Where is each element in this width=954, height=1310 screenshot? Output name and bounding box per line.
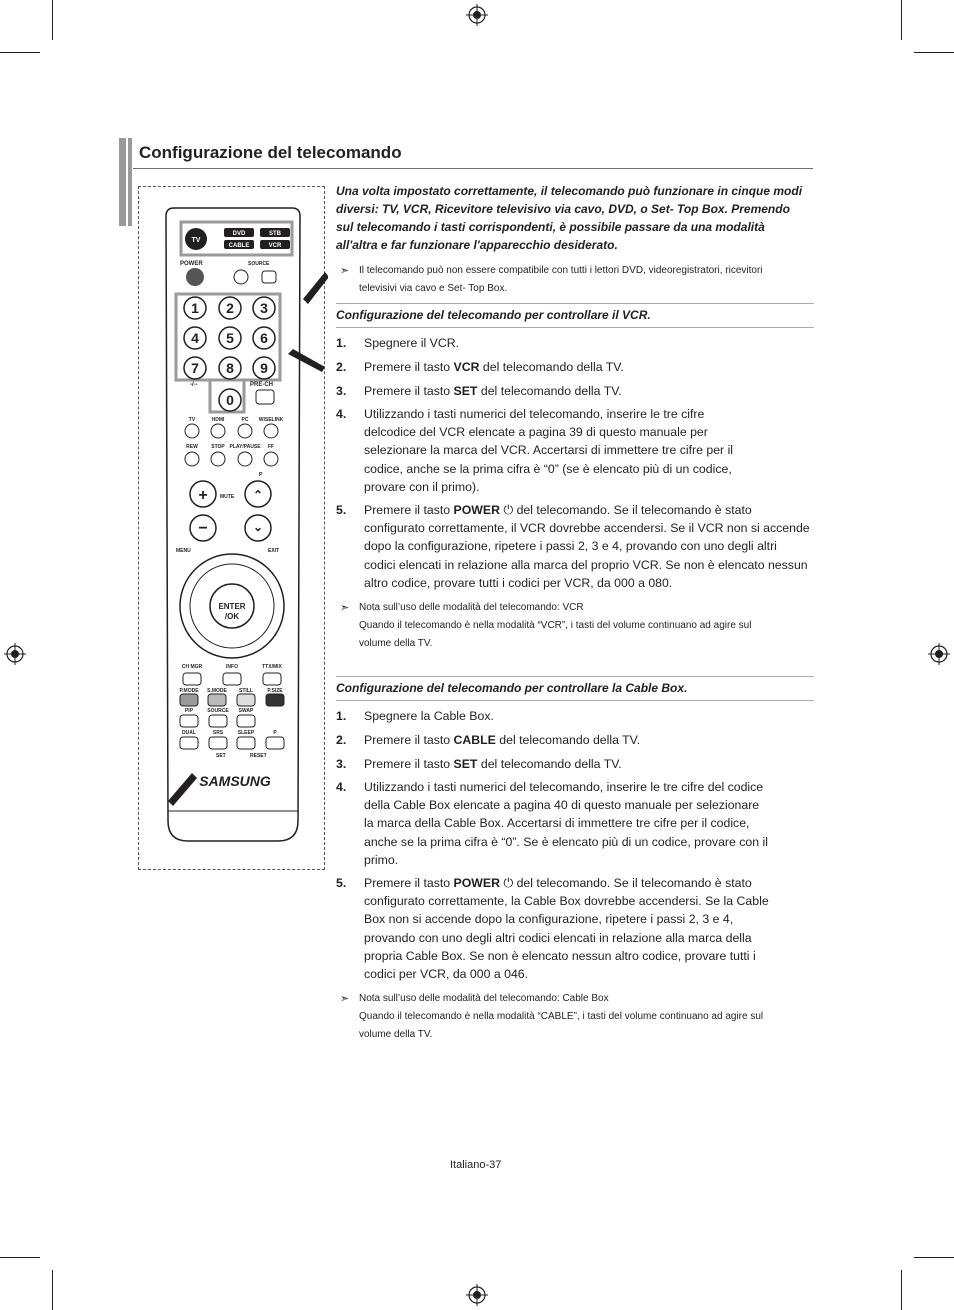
remote-button [185, 452, 199, 466]
dash-label: -/-- [190, 382, 198, 388]
crop-mark [0, 52, 40, 53]
vcr-heading: Configurazione del telecomando per controllare il VCR. [336, 308, 651, 322]
intro-text: Una volta impostato correttamente, il telecomando può funzionare in cinque modi diversi: TV, VCR, Ricevitore televisivo via cavo, DVD, o Set- Top Box. Premendo sul telecomando i tasti corrispondenti, è possibile passare da una modalità all'altra e far funzionare l'apparecchio desiderato. [336, 184, 803, 252]
digit-label: 4 [191, 330, 199, 346]
remote-button [237, 694, 255, 706]
reset-label: RESET [250, 753, 267, 759]
step-number: 1. [336, 709, 347, 723]
power-label: POWER [180, 261, 203, 267]
digit-label: 8 [226, 360, 234, 376]
remote-button-label: CH MGR [181, 664, 203, 670]
digit-label: 6 [260, 330, 268, 346]
digit-label: 3 [260, 300, 268, 316]
digit-label: 0 [226, 392, 234, 408]
section-rule [336, 303, 814, 304]
step-text: Premere il tasto CABLE del telecomando della TV. [364, 733, 641, 747]
step-text: Premere il tasto SET del telecomando della TV. [364, 757, 622, 771]
mute-label: MUTE [220, 494, 235, 500]
remote-button [208, 694, 226, 706]
registration-mark-icon [466, 1284, 488, 1306]
volume-down-icon: − [198, 520, 208, 537]
remote-button-label: SOURCE [207, 708, 229, 714]
remote-button-label: TTX/MIX [262, 664, 282, 670]
remote-button-label: DUAL [182, 730, 196, 736]
step-text: Premere il tasto SET del telecomando della TV. [364, 384, 622, 398]
power-icon: ⏻ [500, 503, 514, 517]
digit-label: 1 [191, 300, 199, 316]
section-bar-inner [128, 138, 132, 226]
digit-label: 5 [226, 330, 234, 346]
step-number: 5. [336, 503, 347, 517]
step-text: Premere il tasto POWER ⏻ del telecomando. Se il telecomando è stato configurato correttamente, il VCR dovrebbe accendersi. Se il VCR non si accende dopo la configurazione, ripetere i passi 2, 3 e 4, provando con uno degli altri codici elencati in relazione alla marca del proprio VCR. Se non è elencato nessun altro codice, provare tutti i codici per VCR, da 000 a 080. [364, 503, 810, 590]
crop-mark [0, 1257, 40, 1258]
registration-mark-icon [4, 643, 26, 665]
crop-mark [901, 0, 902, 40]
page-number: Italiano-37 [450, 1159, 502, 1171]
remote-button [211, 452, 225, 466]
registration-mark-icon [928, 643, 950, 665]
remote-button-label: WISELINK [258, 417, 284, 423]
dvd-mode-label: DVD [232, 231, 246, 237]
step-text: Premere il tasto POWER ⏻ del telecomando. Se il telecomando è stato configurato correttamente, la Cable Box dovrebbe accendersi. Se la Cable Box non si accende dopo la configurazione, ripetere i passi 2, 3 e 4, provando con uno degli altri codici elencati in relazione alla marca della propria Cable Box. Se non è elencato nessun altro codice, provare tutti i codici per VCR, da 000 a 046. [364, 876, 769, 982]
note-arrow-icon: ➣ [340, 993, 350, 1005]
remote-button-label: PC [241, 417, 249, 423]
remote-button [264, 452, 278, 466]
exit-label: EXIT [268, 548, 280, 554]
crop-mark [914, 1257, 954, 1258]
remote-button-label: INFO [226, 664, 238, 670]
remote-button-label: PLAY/PAUSE [229, 444, 261, 450]
stb-mode-label: STB [269, 231, 281, 237]
remote-button [211, 424, 225, 438]
step-number: 2. [336, 733, 347, 747]
crop-mark [52, 1270, 53, 1310]
section-rule [336, 327, 814, 328]
step-number: 3. [336, 757, 347, 771]
step-text: Spegnere il VCR. [364, 336, 460, 350]
step-text: Utilizzando i tasti numerici del telecomando, inserire le tre cifre delcodice del VCR elencate a pagina 39 di questo manuale per selezionare la marca del VCR. Accertarsi di immettere tre cifre per il codice, anche se la prima cifra è “0” (se è elencato più di un codice, provare con il primo). [364, 407, 734, 494]
note-arrow-icon: ➣ [340, 602, 350, 614]
step-number: 3. [336, 384, 347, 398]
crop-mark [901, 1270, 902, 1310]
crop-mark [914, 52, 954, 53]
remote-button-label: SRS [212, 730, 224, 736]
remote-button [264, 424, 278, 438]
remote-button [180, 715, 198, 727]
tv-mode-label: TV [191, 237, 201, 244]
digit-label: 7 [191, 360, 199, 376]
power-icon: ⏻ [500, 876, 514, 890]
title-rule [133, 168, 813, 169]
remote-button [237, 737, 255, 749]
power-icon [186, 268, 204, 286]
remote-button [183, 673, 201, 685]
remote-button [180, 694, 198, 706]
step-text: Spegnere la Cable Box. [364, 709, 494, 723]
key-name: SET [453, 384, 478, 398]
remote-button-label: P [273, 730, 277, 736]
page-title: Configurazione del telecomando [139, 143, 402, 162]
digit-label: 2 [226, 300, 234, 316]
remote-button-label: P.SIZE [267, 688, 283, 694]
remote-button-label: PIP [184, 708, 194, 714]
remote-button [238, 424, 252, 438]
set-label: SET [216, 753, 226, 759]
step-number: 4. [336, 407, 347, 421]
ok-label: /OK [224, 612, 240, 621]
remote-button [180, 737, 198, 749]
key-name: VCR [453, 360, 480, 374]
step-text: Utilizzando i tasti numerici del telecomando, inserire le tre cifre del codice della Cable Box elencate a pagina 40 di questo manuale per selezionare la marca della Cable Box. Accertarsi di immettere tre cifre per il codice, anche se la prima cifra è “0”. Se è elencato più di un codice, provare con il primo. [364, 780, 768, 867]
cable-heading: Configurazione del telecomando per controllare la Cable Box. [336, 681, 688, 695]
remote-button [185, 424, 199, 438]
remote-button [266, 694, 284, 706]
source-label: SOURCE [248, 261, 270, 267]
step-number: 1. [336, 336, 347, 350]
step-number: 4. [336, 780, 347, 794]
remote-button [223, 673, 241, 685]
remote-button [266, 737, 284, 749]
remote-button [209, 737, 227, 749]
remote-button-label: REW [186, 444, 198, 450]
section-rule [336, 700, 814, 701]
remote-button [263, 673, 281, 685]
key-name: SET [453, 757, 478, 771]
remote-button-label: P.MODE [179, 688, 199, 694]
step-number: 5. [336, 876, 347, 890]
menu-label: MENU [176, 548, 191, 554]
remote-button-label: TV [188, 417, 196, 423]
remote-button [238, 452, 252, 466]
remote-button-label: STILL [239, 688, 253, 694]
remote-button [237, 715, 255, 727]
remote-button [209, 715, 227, 727]
key-name: POWER [453, 876, 500, 890]
channel-up-icon: ⌃ [252, 488, 264, 502]
registration-mark-icon [466, 4, 488, 26]
p-label: P [259, 472, 263, 478]
note-arrow-icon: ➣ [340, 265, 350, 277]
key-name: POWER [453, 503, 500, 517]
volume-up-icon: + [198, 487, 208, 504]
remote-button-label: SWAP [238, 708, 254, 714]
channel-down-icon: ⌄ [252, 520, 264, 534]
remote-button-label: FF [267, 444, 275, 450]
section-rule [336, 676, 814, 677]
enter-label: ENTER [218, 602, 246, 611]
samsung-logo: SAMSUNG [199, 773, 271, 789]
remote-button-label: HDMI [211, 417, 225, 423]
step-text: Premere il tasto VCR del telecomando della TV. [364, 360, 624, 374]
remote-illustration [138, 186, 328, 876]
digit-label: 9 [260, 360, 268, 376]
remote-button-label: SLEEP [237, 730, 255, 736]
pointer-arrow-icon [303, 272, 328, 304]
remote-button-label: S.MODE [207, 688, 227, 694]
vcr-mode-label: VCR [268, 243, 282, 249]
cable-mode-label: CABLE [228, 243, 250, 249]
remote-button-label: STOP [211, 444, 225, 450]
key-name: CABLE [453, 733, 496, 747]
step-number: 2. [336, 360, 347, 374]
prech-label: PRE-CH [250, 382, 274, 388]
crop-mark [52, 0, 53, 40]
